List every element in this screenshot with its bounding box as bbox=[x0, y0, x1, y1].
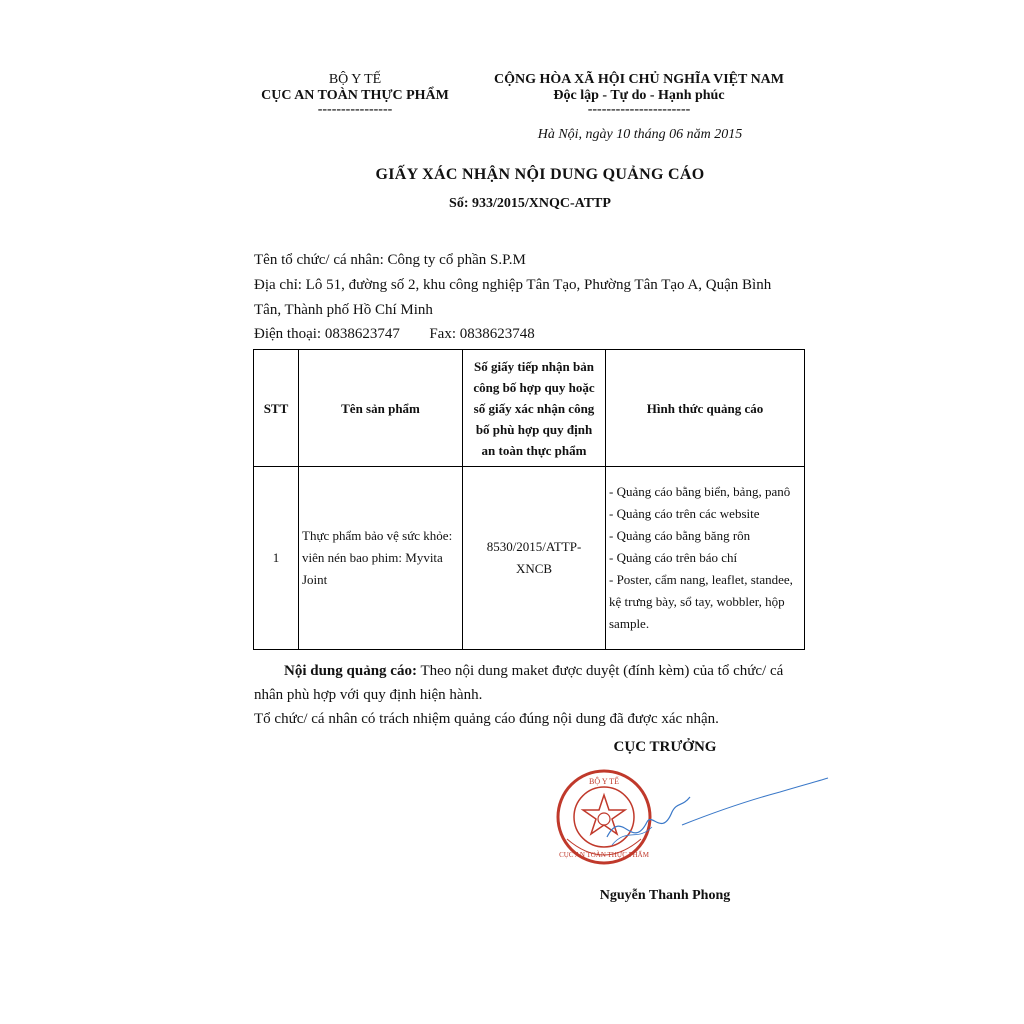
address-line-1: Địa chỉ: Lô 51, đường số 2, khu công nghiệp Tân Tạo, Phường Tân Tạo A, Quận Bình bbox=[254, 277, 772, 293]
header-ad-forms: Hình thức quảng cáo bbox=[606, 350, 805, 467]
responsibility-line: Tổ chức/ cá nhân có trách nhiệm quảng cáo đúng nội dung đã được xác nhận. bbox=[254, 711, 719, 727]
ad-form-item: - Quảng cáo bằng biển, bảng, panô bbox=[609, 484, 791, 499]
content-label: Nội dung quảng cáo: bbox=[284, 663, 417, 679]
national-motto: Độc lập - Tự do - Hạnh phúc bbox=[553, 88, 725, 103]
cell-product: Thực phẩm bảo vệ sức khỏe: viên nén bao phim: Myvita Joint bbox=[299, 467, 463, 650]
contact-line bbox=[254, 322, 814, 346]
content-paragraph bbox=[254, 659, 814, 707]
country-name: CỘNG HÒA XÃ HỘI CHỦ NGHĨA VIỆT NAM bbox=[493, 72, 784, 87]
org-line: Tên tổ chức/ cá nhân: Công ty cổ phần S.P.M bbox=[254, 252, 526, 268]
content-text: Theo nội dung maket được duyệt (đính kèm) của tổ chức/ cá nhân phù hợp với quy định hiện hành. bbox=[254, 663, 784, 703]
table-header-row bbox=[254, 350, 805, 467]
svg-text:BỘ Y TẾ: BỘ Y TẾ bbox=[589, 777, 619, 786]
signatory-name: Nguyễn Thanh Phong bbox=[599, 888, 731, 903]
document-number: Số: 933/2015/XNQC-ATTP bbox=[449, 196, 611, 211]
issue-date: Hà Nội, ngày 10 tháng 06 năm 2015 bbox=[537, 127, 743, 142]
left-divider: ---------------- bbox=[317, 102, 393, 117]
right-divider: ---------------------- bbox=[587, 102, 691, 117]
ad-form-item: - Quảng cáo trên các website bbox=[609, 506, 760, 521]
header-stt: STT bbox=[254, 350, 299, 467]
header-product: Tên sản phẩm bbox=[299, 350, 463, 467]
ministry-name: BỘ Y TẾ bbox=[328, 72, 382, 87]
signature-icon bbox=[680, 770, 830, 830]
national-header bbox=[478, 72, 800, 116]
header-certificate: Số giấy tiếp nhận bản công bố hợp quy hoặc số giấy xác nhận công bố phù hợp quy định an toàn thực phẩm bbox=[463, 350, 606, 467]
product-table bbox=[253, 349, 805, 650]
cell-ad-forms bbox=[606, 467, 805, 650]
signatory-title: CỤC TRƯỞNG bbox=[613, 739, 717, 755]
cell-certificate: 8530/2015/ATTP-XNCB bbox=[463, 467, 606, 650]
ad-form-item: - Poster, cẩm nang, leaflet, standee, kệ trưng bày, sổ tay, wobbler, hộp sample. bbox=[609, 572, 793, 631]
table-row bbox=[254, 467, 805, 650]
official-stamp-icon bbox=[552, 767, 692, 867]
phone-number: Điện thoại: 0838623747 bbox=[254, 326, 400, 342]
cell-stt: 1 bbox=[254, 467, 299, 650]
department-name: CỤC AN TOÀN THỰC PHẨM bbox=[261, 88, 449, 103]
svg-text:CỤC AN TOÀN THỰC PHẨM: CỤC AN TOÀN THỰC PHẨM bbox=[559, 851, 649, 859]
ad-form-item: - Quảng cáo trên báo chí bbox=[609, 550, 738, 565]
fax-number: Fax: 0838623748 bbox=[429, 326, 535, 342]
address-line-2: Tân, Thành phố Hồ Chí Minh bbox=[254, 302, 433, 318]
ad-form-item: - Quảng cáo bằng băng rôn bbox=[609, 528, 751, 543]
document-title: GIẤY XÁC NHẬN NỘI DUNG QUẢNG CÁO bbox=[375, 166, 705, 183]
issuer-header bbox=[250, 72, 460, 116]
